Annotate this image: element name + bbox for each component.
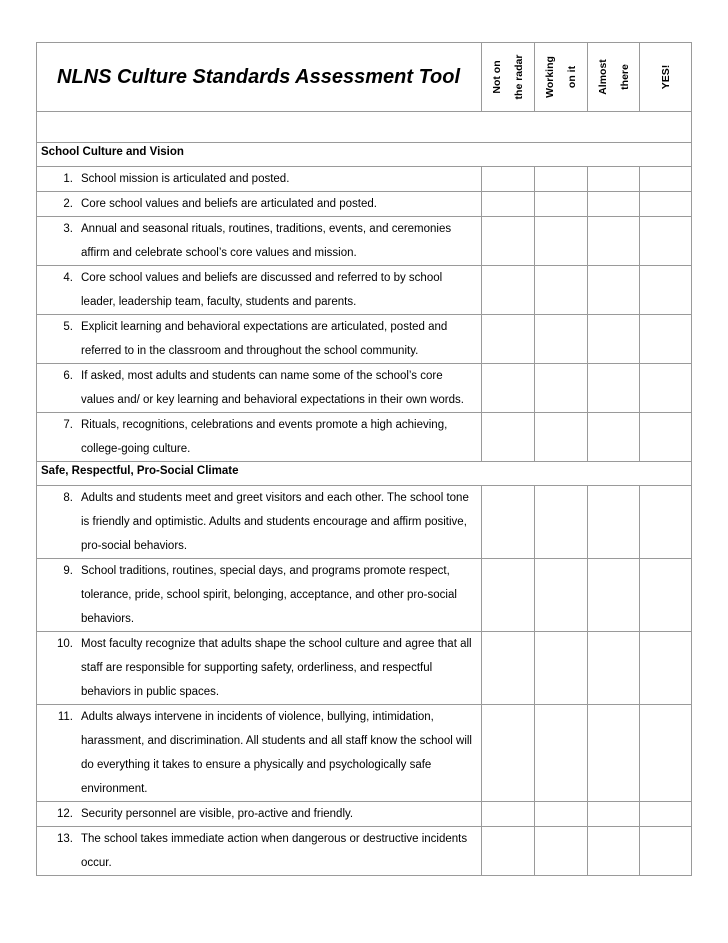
rating-almost-there-cell[interactable] (588, 632, 640, 705)
rating-not-on-radar-cell[interactable] (482, 413, 535, 462)
standard-number: 8. (63, 492, 73, 504)
standard-number: 11. (57, 711, 73, 723)
standard-number: 4. (63, 272, 73, 284)
rating-yes-cell[interactable] (640, 217, 692, 266)
section-row (37, 462, 692, 486)
section-heading: Safe, Respectful, Pro-Social Climate (37, 462, 692, 486)
standard-number: 6. (63, 370, 73, 382)
rating-yes-cell[interactable] (640, 802, 692, 827)
standard-number: 2. (63, 198, 73, 210)
column-header-line: Almost (596, 59, 609, 95)
rating-not-on-radar-cell[interactable] (482, 192, 535, 217)
standard-row (37, 802, 692, 827)
standard-row (37, 266, 692, 315)
column-header-not-on-radar (482, 43, 535, 112)
rating-almost-there-cell[interactable] (588, 315, 640, 364)
rating-almost-there-cell[interactable] (588, 802, 640, 827)
standard-number: 12. (57, 808, 73, 820)
rating-not-on-radar-cell[interactable] (482, 559, 535, 632)
rating-almost-there-cell[interactable] (588, 217, 640, 266)
rating-yes-cell[interactable] (640, 413, 692, 462)
standard-row (37, 632, 692, 705)
rating-working-on-it-cell[interactable] (535, 486, 588, 559)
header-row (37, 43, 692, 112)
section-row (37, 143, 692, 167)
rating-almost-there-cell[interactable] (588, 705, 640, 802)
column-header-almost-there (588, 43, 640, 112)
standard-cell (37, 559, 482, 632)
rating-almost-there-cell[interactable] (588, 486, 640, 559)
column-header-line: on it (566, 65, 578, 89)
rating-almost-there-cell[interactable] (588, 559, 640, 632)
standard-row (37, 192, 692, 217)
page-title: NLNS Culture Standards Assessment Tool (57, 66, 461, 88)
column-header-working-on-it (535, 43, 588, 112)
assessment-table (36, 42, 692, 876)
standard-cell (37, 827, 482, 876)
rating-not-on-radar-cell[interactable] (482, 802, 535, 827)
rating-not-on-radar-cell[interactable] (482, 364, 535, 413)
standard-text: Adults and students meet and greet visitors and each other. The school tone is friendly and optimistic. Adults and students encourage and affirm positive, pro-social behaviors. (81, 492, 469, 552)
standard-number: 13. (57, 833, 73, 845)
standard-text: Security personnel are visible, pro-active and friendly. (81, 808, 354, 820)
rating-not-on-radar-cell[interactable] (482, 315, 535, 364)
column-header-yes (640, 43, 692, 112)
rating-working-on-it-cell[interactable] (535, 705, 588, 802)
rating-working-on-it-cell[interactable] (535, 192, 588, 217)
column-header-line: Not on (491, 60, 503, 94)
rating-yes-cell[interactable] (640, 486, 692, 559)
rating-working-on-it-cell[interactable] (535, 315, 588, 364)
rating-not-on-radar-cell[interactable] (482, 486, 535, 559)
rating-almost-there-cell[interactable] (588, 266, 640, 315)
rating-not-on-radar-cell[interactable] (482, 632, 535, 705)
standard-text: Explicit learning and behavioral expectations are articulated, posted and referred to in the classroom and throughout the school community. (81, 321, 448, 357)
standard-cell (37, 192, 482, 217)
rating-yes-cell[interactable] (640, 632, 692, 705)
rating-working-on-it-cell[interactable] (535, 217, 588, 266)
standard-number: 9. (63, 565, 73, 577)
standard-text: The school takes immediate action when dangerous or destructive incidents occur. (81, 833, 468, 869)
rating-almost-there-cell[interactable] (588, 192, 640, 217)
standard-cell (37, 167, 482, 192)
standard-number: 10. (57, 638, 73, 650)
standard-cell (37, 364, 482, 413)
standard-cell (37, 217, 482, 266)
spacer-row (37, 112, 692, 143)
standard-number: 3. (63, 223, 73, 235)
standard-text: School mission is articulated and posted. (81, 173, 290, 185)
rating-almost-there-cell[interactable] (588, 364, 640, 413)
rating-yes-cell[interactable] (640, 266, 692, 315)
rating-working-on-it-cell[interactable] (535, 559, 588, 632)
standard-row (37, 364, 692, 413)
standard-text: School traditions, routines, special days, and programs promote respect, tolerance, pride, school spirit, belonging, acceptance, and other pro-social behaviors. (81, 565, 457, 625)
rating-yes-cell[interactable] (640, 364, 692, 413)
rating-yes-cell[interactable] (640, 315, 692, 364)
standard-text: Annual and seasonal rituals, routines, traditions, events, and ceremonies affirm and celebrate school’s core values and mission. (81, 223, 452, 259)
standard-row (37, 167, 692, 192)
rating-working-on-it-cell[interactable] (535, 632, 588, 705)
standard-cell (37, 413, 482, 462)
standard-text: Adults always intervene in incidents of violence, bullying, intimidation, harassment, and discrimination. All students and all staff know the school will do everything it takes to ensure a physically and psychologically safe environment. (81, 711, 472, 795)
rating-working-on-it-cell[interactable] (535, 802, 588, 827)
column-header-line: there (618, 64, 631, 90)
rating-working-on-it-cell[interactable] (535, 266, 588, 315)
standard-number: 7. (63, 419, 73, 431)
rating-working-on-it-cell[interactable] (535, 413, 588, 462)
standard-row (37, 486, 692, 559)
standard-text: Most faculty recognize that adults shape the school culture and agree that all staff are responsible for supporting safety, orderliness, and respectful behaviors in public spaces. (81, 638, 472, 698)
rating-yes-cell[interactable] (640, 705, 692, 802)
rating-working-on-it-cell[interactable] (535, 167, 588, 192)
standard-row (37, 559, 692, 632)
rating-not-on-radar-cell[interactable] (482, 217, 535, 266)
standard-cell (37, 632, 482, 705)
standard-row (37, 217, 692, 266)
standard-row (37, 827, 692, 876)
column-header-line: the radar (513, 54, 525, 100)
section-heading: School Culture and Vision (37, 143, 692, 167)
rating-yes-cell[interactable] (640, 559, 692, 632)
standard-row (37, 413, 692, 462)
standard-cell (37, 802, 482, 827)
rating-not-on-radar-cell[interactable] (482, 266, 535, 315)
rating-almost-there-cell[interactable] (588, 167, 640, 192)
rating-working-on-it-cell[interactable] (535, 364, 588, 413)
standard-text: Rituals, recognitions, celebrations and events promote a high achieving, college-going culture. (81, 419, 448, 455)
standard-number: 5. (63, 321, 73, 333)
rating-yes-cell[interactable] (640, 167, 692, 192)
standard-text: Core school values and beliefs are articulated and posted. (81, 198, 377, 210)
rating-almost-there-cell[interactable] (588, 413, 640, 462)
standard-text: Core school values and beliefs are discussed and referred to by school leader, leadership team, faculty, students and parents. (81, 272, 443, 308)
column-header-line: Working (544, 56, 556, 98)
standard-number: 1. (63, 173, 73, 185)
title-cell (37, 43, 482, 112)
rating-yes-cell[interactable] (640, 827, 692, 876)
column-header-line: YES! (659, 64, 672, 90)
standard-text: If asked, most adults and students can name some of the school’s core values and/ or key learning and behavioral expectations in their own words. (81, 370, 464, 406)
standard-cell (37, 705, 482, 802)
rating-not-on-radar-cell[interactable] (482, 705, 535, 802)
standard-row (37, 705, 692, 802)
standard-cell (37, 315, 482, 364)
rating-not-on-radar-cell[interactable] (482, 827, 535, 876)
standard-row (37, 315, 692, 364)
standard-cell (37, 266, 482, 315)
rating-yes-cell[interactable] (640, 192, 692, 217)
standard-cell (37, 486, 482, 559)
rating-not-on-radar-cell[interactable] (482, 167, 535, 192)
rating-almost-there-cell[interactable] (588, 827, 640, 876)
rating-working-on-it-cell[interactable] (535, 827, 588, 876)
